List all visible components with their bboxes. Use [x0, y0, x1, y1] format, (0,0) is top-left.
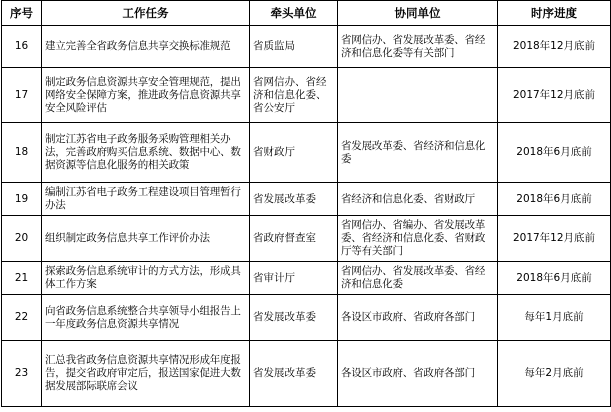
row-coop: 省经济和信息化委、省财政厅	[338, 183, 498, 216]
row-no: 20	[2, 216, 42, 262]
table-row	[2, 216, 611, 262]
row-task: 制定政务信息资源共享安全管理规范，提出网络安全保障方案，推进政务信息资源共享安全风险评估	[42, 68, 250, 123]
row-no: 16	[2, 26, 42, 68]
row-time: 每年2月底前	[498, 341, 611, 407]
row-coop	[338, 68, 498, 123]
row-task: 建立完善全省政务信息共享交换标准规范	[42, 26, 250, 68]
row-coop: 各设区市政府、省政府各部门	[338, 295, 498, 341]
table-row	[2, 262, 611, 295]
task-table	[1, 0, 611, 407]
header-no: 序号	[2, 1, 42, 26]
row-time: 2018年6月底前	[498, 123, 611, 183]
row-coop: 省网信办、省发展改革委、省经济和信息化委	[338, 262, 498, 295]
row-lead: 省财政厅	[250, 123, 338, 183]
header-row	[2, 1, 611, 26]
row-coop: 省网信办、省发展改革委、省经济和信息化委等有关部门	[338, 26, 498, 68]
row-time: 每年1月底前	[498, 295, 611, 341]
header-task: 工作任务	[42, 1, 250, 26]
row-coop: 省发展改革委、省经济和信息化委	[338, 123, 498, 183]
table-row	[2, 123, 611, 183]
row-task: 探索政务信息系统审计的方式方法，形成具体工作方案	[42, 262, 250, 295]
row-task: 向省政务信息系统整合共享领导小组报告上一年度政务信息资源共享情况	[42, 295, 250, 341]
row-time: 2017年12月底前	[498, 216, 611, 262]
row-no: 17	[2, 68, 42, 123]
row-no: 21	[2, 262, 42, 295]
row-time: 2017年12月底前	[498, 68, 611, 123]
header-time: 时序进度	[498, 1, 611, 26]
row-task: 编制江苏省电子政务工程建设项目管理暂行办法	[42, 183, 250, 216]
row-task: 制定江苏省电子政务服务采购管理相关办法，完善政府购买信息系统、数据中心、数据资源等信息化服务的相关政策	[42, 123, 250, 183]
row-task: 汇总我省政务信息资源共享情况形成年度报告，提交省政府审定后，报送国家促进大数据发展部际联席会议	[42, 341, 250, 407]
table-row	[2, 26, 611, 68]
row-coop: 省网信办、省编办、省发展改革委、省经济和信息化委、省财政厅等有关部门	[338, 216, 498, 262]
row-time: 2018年6月底前	[498, 183, 611, 216]
row-no: 18	[2, 123, 42, 183]
row-no: 22	[2, 295, 42, 341]
header-lead: 牵头单位	[250, 1, 338, 26]
table-row	[2, 68, 611, 123]
table-row	[2, 341, 611, 407]
row-no: 23	[2, 341, 42, 407]
row-coop: 各设区市政府、省政府各部门	[338, 341, 498, 407]
header-coop: 协同单位	[338, 1, 498, 26]
table-row	[2, 295, 611, 341]
row-lead: 省质监局	[250, 26, 338, 68]
row-no: 19	[2, 183, 42, 216]
row-lead: 省发展改革委	[250, 341, 338, 407]
row-lead: 省政府督查室	[250, 216, 338, 262]
row-lead: 省网信办、省经济和信息化委、省公安厅	[250, 68, 338, 123]
row-lead: 省发展改革委	[250, 183, 338, 216]
table-row	[2, 183, 611, 216]
row-time: 2018年12月底前	[498, 26, 611, 68]
row-lead: 省审计厅	[250, 262, 338, 295]
row-task: 组织制定政务信息共享工作评价办法	[42, 216, 250, 262]
row-lead: 省发展改革委	[250, 295, 338, 341]
row-time: 2018年6月底前	[498, 262, 611, 295]
